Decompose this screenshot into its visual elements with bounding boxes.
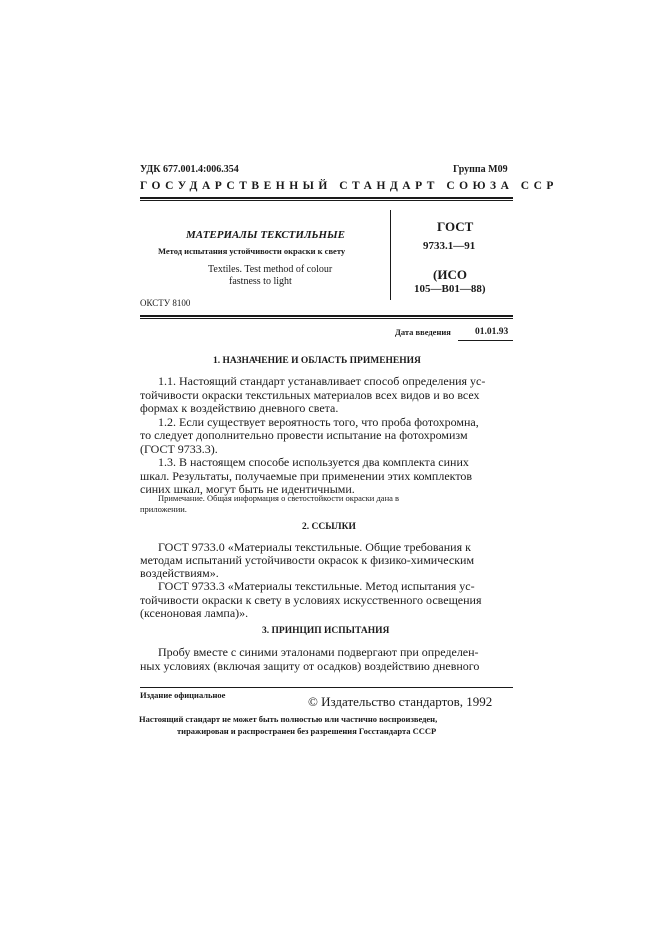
iso-number: 105—В01—88) [414,283,486,295]
section-3-line: Пробу вместе с синими эталонами подвергают при определен- [158,645,479,659]
reproduction-notice-line1: Настоящий стандарт не может быть полностью или частично воспроизведен, [139,714,438,724]
english-title-line1: Textiles. Test method of colour [208,264,333,275]
section-3-heading: 3. ПРИНЦИП ИСПЫТАНИЯ [262,626,390,636]
note-line: приложении. [140,504,187,514]
header-rule-thick [140,197,513,199]
section-1-line: 1.3. В настоящем способе используется два комплекта синих [158,455,469,469]
official-edition: Издание официальное [140,690,226,700]
section-1-line: формах к воздействию дневного света. [140,401,339,415]
intro-date-underline [458,340,513,341]
state-standard-heading: ГОСУДАРСТВЕННЫЙ СТАНДАРТ СОЮЗА ССР [140,180,558,192]
section-1-line: (ГОСТ 9733.3). [140,442,218,456]
gost-label: ГОСТ [437,219,474,234]
intro-date-label: Дата введения [395,327,451,337]
section-1-line: тойчивости окраски текстильных материалов всех видов и во всех [140,388,480,402]
section-1-line: то следует дополнительно провести испытание на фотохромизм [140,428,468,442]
section-1-line: синих шкал, могут быть не идентичными. [140,482,355,496]
english-title-line2: fastness to light [229,276,292,287]
document-title: МАТЕРИАЛЫ ТЕКСТИЛЬНЫЕ [186,229,346,241]
section-2-line: (ксеноновая лампа)». [140,606,249,620]
title-rule-thin [140,318,513,319]
section-2-heading: 2. ССЫЛКИ [302,522,356,532]
group-code: Группа М09 [453,164,508,175]
section-2-line: методам испытаний устойчивости окрасок к физико-химическим [140,553,475,567]
copyright: © Издательство стандартов, 1992 [308,694,493,709]
section-2-line: ГОСТ 9733.3 «Материалы текстильные. Метод испытания ус- [158,579,475,593]
section-3-line: ных условиях (включая защиту от осадков) воздействию дневного [140,659,480,673]
section-2-line: воздействиям». [140,566,219,580]
section-1-line: шкал. Результаты, получаемые при применении этих комплектов [140,469,473,483]
iso-label: (ИСО [433,267,467,282]
title-divider [390,210,391,300]
section-1-heading: 1. НАЗНАЧЕНИЕ И ОБЛАСТЬ ПРИМЕНЕНИЯ [213,356,421,366]
title-rule-thick [140,315,513,317]
header-rule-thin [140,200,513,201]
section-1-line: 1.1. Настоящий стандарт устанавливает способ определения ус- [158,374,486,388]
footer-rule [140,687,513,688]
note-line: Примечание. Общая информация о светостойкости окраски дана в [158,493,400,503]
reproduction-notice-line2: тиражирован и распространен без разрешения Госстандарта СССР [177,726,437,736]
oksty-code: ОКСТУ 8100 [140,298,191,308]
document-subtitle: Метод испытания устойчивости окраски к свету [158,246,346,256]
gost-number: 9733.1—91 [423,240,476,252]
section-1-line: 1.2. Если существует вероятность того, что проба фотохромна, [158,415,479,429]
udk-code: УДК 677.001.4:006.354 [140,164,239,175]
intro-date-value: 01.01.93 [475,327,509,337]
section-2-line: тойчивости окраски к свету в условиях искусственного освещения [140,593,482,607]
section-2-line: ГОСТ 9733.0 «Материалы текстильные. Общие требования к [158,540,471,554]
